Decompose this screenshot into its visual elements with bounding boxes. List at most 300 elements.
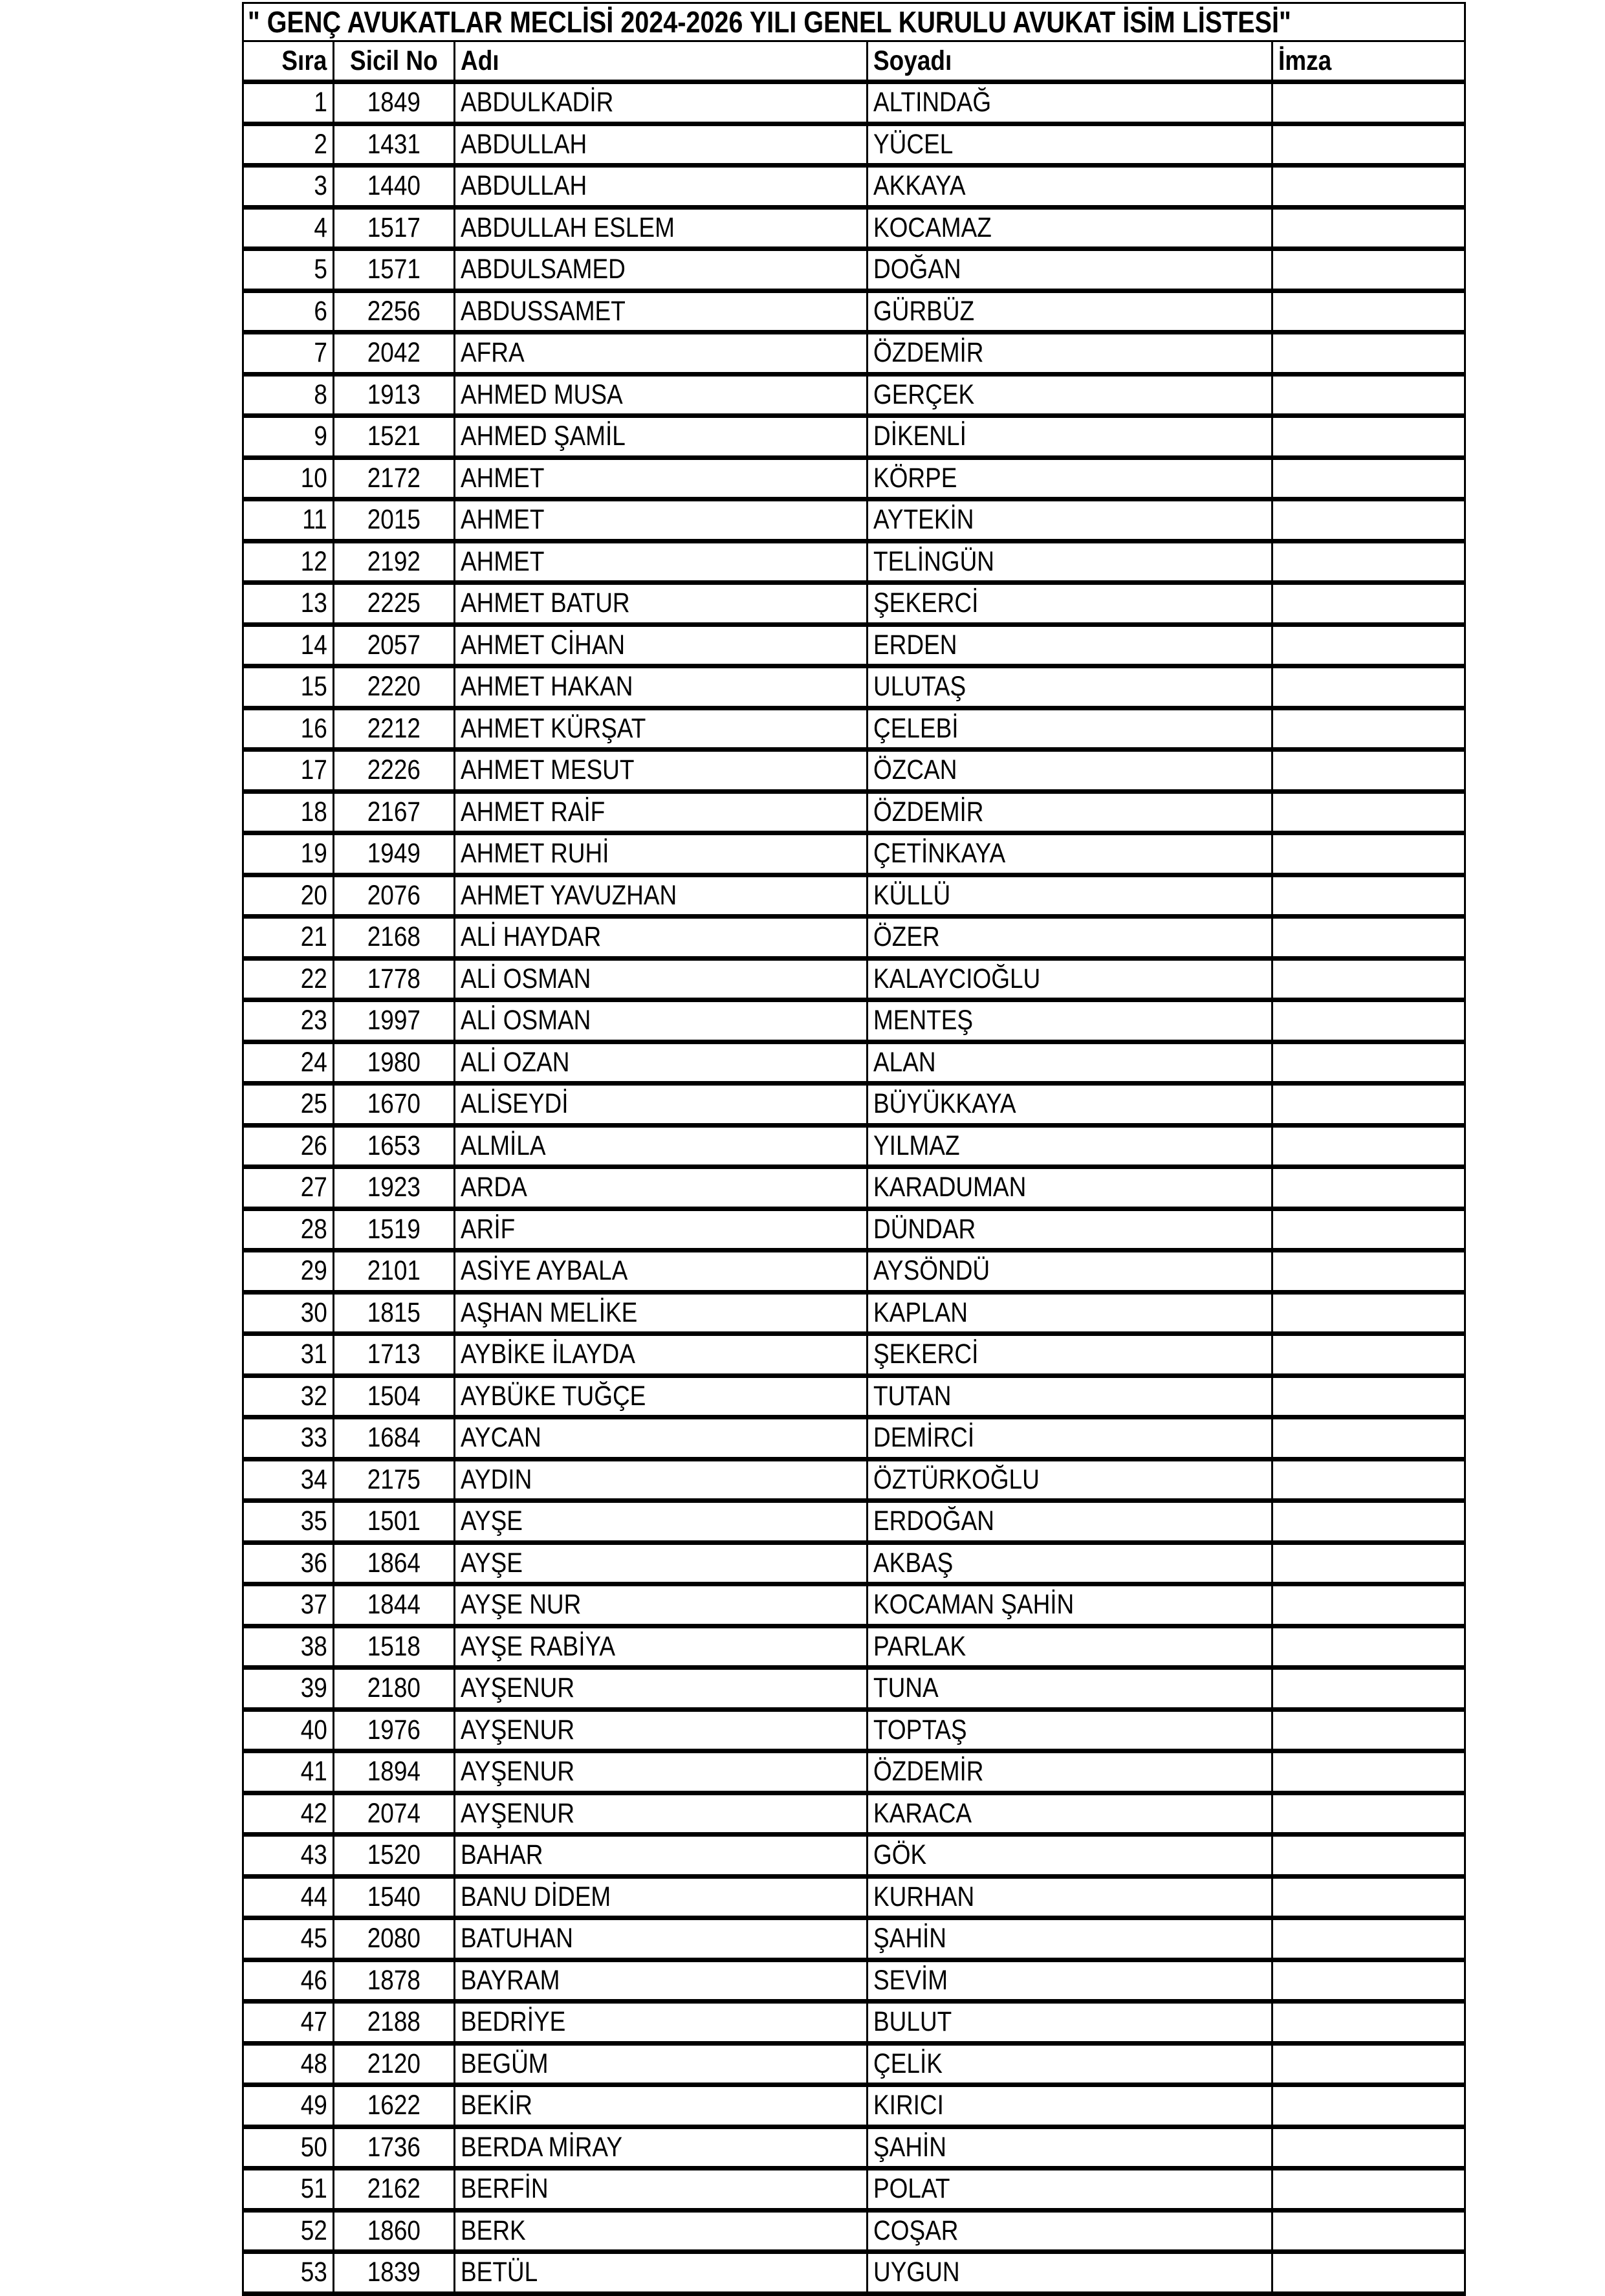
sira-cell-text: 43	[300, 1839, 327, 1871]
table-row	[243, 457, 1465, 499]
sira-cell-text: 16	[300, 712, 327, 744]
imza-cell[interactable]	[1272, 124, 1465, 166]
sira-cell	[243, 1835, 334, 1877]
imza-cell[interactable]	[1272, 1918, 1465, 1960]
sicil-no-cell	[333, 166, 454, 208]
imza-cell[interactable]	[1272, 1835, 1465, 1877]
adi-cell-text: ALİ OZAN	[460, 1046, 570, 1078]
sicil-no-cell-text: 1622	[367, 2090, 420, 2121]
sicil-no-cell-text: 2180	[367, 1672, 420, 1704]
adi-cell-text: AYŞENUR	[460, 1714, 574, 1745]
sira-cell	[243, 2002, 334, 2044]
soyadi-cell-text: GÖK	[873, 1839, 927, 1871]
table-row	[243, 290, 1465, 333]
soyadi-cell	[868, 333, 1272, 375]
sira-cell-text: 25	[300, 1088, 327, 1120]
adi-cell	[454, 333, 867, 375]
adi-cell	[454, 1542, 867, 1584]
sira-cell-text: 28	[300, 1213, 327, 1245]
soyadi-cell-text: KOCAMAZ	[873, 212, 992, 243]
soyadi-cell-text: POLAT	[873, 2173, 950, 2205]
soyadi-cell-text: KAPLAN	[873, 1296, 968, 1328]
adi-cell	[454, 917, 867, 959]
sicil-no-cell	[333, 1626, 454, 1668]
adi-cell	[454, 833, 867, 875]
document-title-text: " GENÇ AVUKATLAR MECLİSİ 2024-2026 YILI GENEL KURULU AVUKAT İSİM LİSTESİ"	[248, 5, 1291, 39]
sicil-no-cell-text: 1684	[367, 1422, 420, 1454]
imza-cell[interactable]	[1272, 750, 1465, 792]
sira-cell	[243, 2252, 334, 2294]
sira-cell-text: 52	[300, 2214, 327, 2246]
sira-cell	[243, 1084, 334, 1126]
soyadi-cell-text: ALAN	[873, 1046, 936, 1078]
table-row	[243, 2169, 1465, 2211]
table-row	[243, 1167, 1465, 1209]
soyadi-cell-text: ÖZTÜRKOĞLU	[873, 1463, 1040, 1495]
imza-cell[interactable]	[1272, 1251, 1465, 1293]
sicil-no-cell	[333, 750, 454, 792]
table-row	[243, 499, 1465, 541]
soyadi-cell	[868, 1542, 1272, 1584]
table-row	[243, 82, 1465, 124]
sira-cell-text: 27	[300, 1172, 327, 1203]
sicil-no-cell-text: 2168	[367, 921, 420, 953]
sicil-no-cell-text: 2162	[367, 2173, 420, 2205]
sira-cell-text: 48	[300, 2048, 327, 2079]
sira-cell	[243, 1584, 334, 1626]
adi-cell	[454, 249, 867, 291]
sira-cell	[243, 708, 334, 750]
adi-cell-text: ALİ HAYDAR	[460, 921, 601, 953]
soyadi-cell	[868, 2169, 1272, 2211]
soyadi-cell	[868, 207, 1272, 249]
sira-cell	[243, 875, 334, 917]
sira-cell-text: 36	[300, 1547, 327, 1579]
table-row	[243, 333, 1465, 375]
adi-cell-text: ABDULLAH ESLEM	[460, 212, 675, 243]
table-row	[243, 1542, 1465, 1584]
table-row	[243, 1334, 1465, 1376]
sicil-no-cell-text: 2076	[367, 879, 420, 911]
table-row	[243, 1584, 1465, 1626]
soyadi-cell	[868, 1709, 1272, 1751]
adi-cell-text: AYŞENUR	[460, 1672, 574, 1704]
adi-cell-text: ABDULSAMED	[460, 254, 626, 285]
soyadi-cell	[868, 708, 1272, 750]
adi-cell	[454, 1042, 867, 1084]
sira-cell	[243, 833, 334, 875]
sicil-no-cell	[333, 1042, 454, 1084]
sicil-no-cell-text: 1997	[367, 1005, 420, 1036]
sira-cell	[243, 1000, 334, 1042]
table-row	[243, 917, 1465, 959]
sicil-no-cell	[333, 1417, 454, 1460]
imza-cell[interactable]	[1272, 2085, 1465, 2127]
adi-cell	[454, 2002, 867, 2044]
imza-cell[interactable]	[1272, 1208, 1465, 1251]
adi-cell	[454, 2043, 867, 2085]
imza-cell[interactable]	[1272, 1125, 1465, 1167]
sicil-no-cell-text: 1504	[367, 1380, 420, 1412]
sira-cell	[243, 1251, 334, 1293]
sicil-no-cell-text: 1736	[367, 2131, 420, 2163]
sicil-no-cell-text: 1864	[367, 1547, 420, 1579]
soyadi-cell	[868, 82, 1272, 124]
table-row	[243, 1084, 1465, 1126]
adi-cell-text: AYBÜKE TUĞÇE	[460, 1380, 646, 1412]
sicil-no-cell	[333, 833, 454, 875]
imza-cell[interactable]	[1272, 708, 1465, 750]
sicil-no-cell	[333, 1167, 454, 1209]
imza-cell[interactable]	[1272, 666, 1465, 708]
sira-cell-text: 51	[300, 2173, 327, 2205]
imza-cell[interactable]	[1272, 290, 1465, 333]
sicil-no-cell	[333, 2127, 454, 2169]
adi-cell	[454, 875, 867, 917]
adi-cell-text: ABDULLAH	[460, 128, 587, 160]
imza-cell[interactable]	[1272, 1334, 1465, 1376]
sira-cell	[243, 166, 334, 208]
table-row	[243, 541, 1465, 583]
sira-cell	[243, 82, 334, 124]
adi-cell	[454, 1375, 867, 1417]
imza-cell[interactable]	[1272, 166, 1465, 208]
sira-cell-text: 2	[313, 128, 327, 160]
adi-cell-text: AHMET	[460, 462, 545, 494]
sira-cell-text: 24	[300, 1046, 327, 1078]
imza-cell[interactable]	[1272, 333, 1465, 375]
imza-cell[interactable]	[1272, 1709, 1465, 1751]
imza-cell[interactable]	[1272, 499, 1465, 541]
soyadi-cell-text: UYGUN	[873, 2257, 960, 2288]
sira-cell	[243, 2210, 334, 2252]
sicil-no-cell	[333, 1251, 454, 1293]
sicil-no-cell	[333, 1084, 454, 1126]
sira-cell	[243, 1167, 334, 1209]
adi-cell-text: ARDA	[460, 1172, 527, 1203]
imza-cell[interactable]	[1272, 1459, 1465, 1501]
adi-cell-text: ABDUSSAMET	[460, 295, 626, 327]
adi-cell-text: AHMED MUSA	[460, 378, 623, 410]
sicil-no-cell-text: 1517	[367, 212, 420, 243]
adi-cell	[454, 374, 867, 416]
sicil-no-cell	[333, 124, 454, 166]
sira-cell	[243, 333, 334, 375]
sira-cell	[243, 624, 334, 666]
imza-cell[interactable]	[1272, 2169, 1465, 2211]
sicil-no-cell-text: 2256	[367, 295, 420, 327]
adi-cell-text: AHMET KÜRŞAT	[460, 712, 646, 744]
adi-cell-text: ABDULKADİR	[460, 87, 613, 118]
adi-cell	[454, 2169, 867, 2211]
table-row	[243, 1835, 1465, 1877]
imza-cell[interactable]	[1272, 583, 1465, 625]
imza-cell[interactable]	[1272, 374, 1465, 416]
sira-cell	[243, 1709, 334, 1751]
table-row	[243, 1668, 1465, 1710]
sicil-no-cell-text: 1540	[367, 1881, 420, 1912]
sicil-no-cell	[333, 1793, 454, 1835]
soyadi-cell-text: ÖZDEMİR	[873, 1756, 984, 1788]
sicil-no-cell	[333, 333, 454, 375]
sicil-no-cell-text: 1778	[367, 963, 420, 994]
sira-cell	[243, 1793, 334, 1835]
sira-cell-text: 26	[300, 1130, 327, 1161]
sira-cell-text: 5	[313, 254, 327, 285]
adi-cell-text: ASİYE AYBALA	[460, 1255, 628, 1287]
soyadi-cell-text: DEMİRCİ	[873, 1422, 975, 1454]
soyadi-cell	[868, 1084, 1272, 1126]
sira-cell-text: 10	[300, 462, 327, 494]
table-row	[243, 1793, 1465, 1835]
adi-cell	[454, 708, 867, 750]
adi-cell-text: AYŞE NUR	[460, 1589, 581, 1621]
adi-cell-text: AYBİKE İLAYDA	[460, 1339, 635, 1370]
imza-cell[interactable]	[1272, 1793, 1465, 1835]
sicil-no-cell-text: 1519	[367, 1213, 420, 1245]
sira-cell	[243, 1626, 334, 1668]
sira-cell	[243, 207, 334, 249]
table-row	[243, 1125, 1465, 1167]
sira-cell	[243, 1334, 334, 1376]
table-row	[243, 1251, 1465, 1293]
adi-cell-text: AYŞE	[460, 1547, 523, 1579]
imza-cell[interactable]	[1272, 2043, 1465, 2085]
imza-cell[interactable]	[1272, 1000, 1465, 1042]
imza-cell[interactable]	[1272, 416, 1465, 458]
sicil-no-cell	[333, 1125, 454, 1167]
sicil-no-cell-text: 1923	[367, 1172, 420, 1203]
adi-cell	[454, 290, 867, 333]
imza-cell[interactable]	[1272, 457, 1465, 499]
adi-cell-text: AYŞENUR	[460, 1797, 574, 1829]
adi-cell	[454, 1751, 867, 1793]
sicil-no-cell	[333, 82, 454, 124]
sira-cell-text: 35	[300, 1505, 327, 1537]
sira-cell-text: 53	[300, 2257, 327, 2288]
adi-cell	[454, 958, 867, 1000]
table-row	[243, 124, 1465, 166]
adi-cell	[454, 2252, 867, 2294]
soyadi-cell-text: AYSÖNDÜ	[873, 1255, 990, 1287]
sicil-no-cell-text: 1878	[367, 1964, 420, 1996]
soyadi-cell	[868, 750, 1272, 792]
table-row	[243, 416, 1465, 458]
sira-cell-text: 33	[300, 1422, 327, 1454]
adi-cell	[454, 2085, 867, 2127]
table-row	[243, 1709, 1465, 1751]
imza-cell[interactable]	[1272, 2252, 1465, 2294]
sira-cell	[243, 290, 334, 333]
imza-cell[interactable]	[1272, 1501, 1465, 1543]
sira-cell	[243, 2127, 334, 2169]
adi-cell-text: AYŞE	[460, 1505, 523, 1537]
soyadi-cell-text: PARLAK	[873, 1630, 966, 1662]
soyadi-cell-text: AKKAYA	[873, 170, 966, 202]
imza-cell[interactable]	[1272, 1751, 1465, 1793]
soyadi-cell	[868, 1960, 1272, 2002]
adi-cell-text: BEKİR	[460, 2090, 532, 2121]
soyadi-cell-text: KIRICI	[873, 2090, 944, 2121]
sicil-no-cell	[333, 666, 454, 708]
sira-cell	[243, 374, 334, 416]
adi-cell-text: BERK	[460, 2214, 526, 2246]
adi-cell	[454, 1459, 867, 1501]
imza-cell[interactable]	[1272, 1417, 1465, 1460]
soyadi-cell-text: ŞAHİN	[873, 2131, 947, 2163]
adi-cell	[454, 1626, 867, 1668]
imza-cell[interactable]	[1272, 1960, 1465, 2002]
imza-cell[interactable]	[1272, 1542, 1465, 1584]
sira-cell-text: 1	[313, 87, 327, 118]
soyadi-cell-text: TOPTAŞ	[873, 1714, 967, 1745]
adi-cell	[454, 1000, 867, 1042]
imza-cell[interactable]	[1272, 1668, 1465, 1710]
sicil-no-cell	[333, 1375, 454, 1417]
table-row	[243, 207, 1465, 249]
soyadi-cell-text: ŞEKERCİ	[873, 587, 979, 619]
imza-cell[interactable]	[1272, 82, 1465, 124]
imza-cell[interactable]	[1272, 917, 1465, 959]
imza-cell[interactable]	[1272, 1876, 1465, 1918]
sira-cell	[243, 1375, 334, 1417]
imza-cell[interactable]	[1272, 2002, 1465, 2044]
sicil-no-cell-text: 2101	[367, 1255, 420, 1287]
adi-cell	[454, 2210, 867, 2252]
sicil-no-cell-text: 2080	[367, 1923, 420, 1954]
imza-cell[interactable]	[1272, 207, 1465, 249]
sicil-no-cell-text: 1521	[367, 421, 420, 452]
imza-cell[interactable]	[1272, 2127, 1465, 2169]
imza-cell[interactable]	[1272, 1375, 1465, 1417]
adi-cell	[454, 1125, 867, 1167]
sira-cell	[243, 666, 334, 708]
header-sira	[243, 41, 334, 82]
sicil-no-cell-text: 2015	[367, 504, 420, 536]
imza-cell[interactable]	[1272, 833, 1465, 875]
adi-cell	[454, 1417, 867, 1460]
sicil-no-cell-text: 2192	[367, 545, 420, 577]
imza-cell[interactable]	[1272, 624, 1465, 666]
sicil-no-cell	[333, 1459, 454, 1501]
soyadi-cell	[868, 917, 1272, 959]
sira-cell-text: 32	[300, 1380, 327, 1412]
imza-cell[interactable]	[1272, 1292, 1465, 1334]
soyadi-cell-text: GERÇEK	[873, 378, 975, 410]
sira-cell	[243, 1292, 334, 1334]
soyadi-cell	[868, 416, 1272, 458]
sicil-no-cell-text: 1653	[367, 1130, 420, 1161]
adi-cell-text: AHMET MESUT	[460, 754, 635, 786]
adi-cell-text: BERDA MİRAY	[460, 2131, 622, 2163]
header-imza-text: İmza	[1278, 45, 1332, 76]
table-row	[243, 2043, 1465, 2085]
sira-cell-text: 45	[300, 1923, 327, 1954]
table-row	[243, 624, 1465, 666]
imza-cell[interactable]	[1272, 1084, 1465, 1126]
sira-cell-text: 14	[300, 629, 327, 661]
adi-cell	[454, 1584, 867, 1626]
imza-cell[interactable]	[1272, 1042, 1465, 1084]
soyadi-cell	[868, 666, 1272, 708]
sira-cell-text: 37	[300, 1589, 327, 1621]
sira-cell-text: 13	[300, 587, 327, 619]
sicil-no-cell	[333, 1334, 454, 1376]
adi-cell	[454, 541, 867, 583]
adi-cell-text: AYŞE RABİYA	[460, 1630, 615, 1662]
adi-cell-text: BATUHAN	[460, 1923, 573, 1954]
soyadi-cell	[868, 1000, 1272, 1042]
header-soyadi-text: Soyadı	[873, 45, 952, 76]
adi-cell-text: BAHAR	[460, 1839, 543, 1871]
imza-cell[interactable]	[1272, 249, 1465, 291]
sira-cell-text: 38	[300, 1630, 327, 1662]
soyadi-cell	[868, 583, 1272, 625]
sira-cell-text: 18	[300, 796, 327, 827]
soyadi-cell	[868, 290, 1272, 333]
sicil-no-cell	[333, 2085, 454, 2127]
sira-cell	[243, 1876, 334, 1918]
adi-cell-text: AFRA	[460, 337, 525, 369]
sicil-no-cell	[333, 917, 454, 959]
header-sicil-no-text: Sicil No	[349, 45, 438, 76]
adi-cell-text: AHMET CİHAN	[460, 629, 625, 661]
adi-cell-text: AHMED ŞAMİL	[460, 421, 626, 452]
soyadi-cell	[868, 1793, 1272, 1835]
soyadi-cell-text: ERDOĞAN	[873, 1505, 995, 1537]
imza-cell[interactable]	[1272, 541, 1465, 583]
sicil-no-cell	[333, 624, 454, 666]
sira-cell-text: 21	[300, 921, 327, 953]
adi-cell-text: BEGÜM	[460, 2048, 549, 2079]
imza-cell[interactable]	[1272, 2210, 1465, 2252]
sicil-no-cell	[333, 1960, 454, 2002]
imza-cell[interactable]	[1272, 958, 1465, 1000]
soyadi-cell	[868, 457, 1272, 499]
sicil-no-cell	[333, 1668, 454, 1710]
sira-cell	[243, 457, 334, 499]
soyadi-cell	[868, 166, 1272, 208]
imza-cell[interactable]	[1272, 791, 1465, 833]
imza-cell[interactable]	[1272, 875, 1465, 917]
header-adi-text: Adı	[460, 45, 499, 76]
sicil-no-cell-text: 1844	[367, 1589, 420, 1621]
table-row	[243, 1501, 1465, 1543]
imza-cell[interactable]	[1272, 1626, 1465, 1668]
sira-cell-text: 50	[300, 2131, 327, 2163]
adi-cell-text: AYDIN	[460, 1463, 532, 1495]
adi-cell	[454, 1167, 867, 1209]
sicil-no-cell	[333, 1292, 454, 1334]
table-row	[243, 875, 1465, 917]
sicil-no-cell-text: 1713	[367, 1339, 420, 1370]
table-row	[243, 1417, 1465, 1460]
sira-cell	[243, 249, 334, 291]
soyadi-cell	[868, 1626, 1272, 1668]
sicil-no-cell	[333, 1501, 454, 1543]
sira-cell-text: 19	[300, 838, 327, 869]
imza-cell[interactable]	[1272, 1167, 1465, 1209]
table-row	[243, 249, 1465, 291]
adi-cell-text: AYŞENUR	[460, 1756, 574, 1788]
soyadi-cell-text: YILMAZ	[873, 1130, 960, 1161]
soyadi-cell-text: ALTINDAĞ	[873, 87, 992, 118]
sicil-no-cell	[333, 541, 454, 583]
imza-cell[interactable]	[1272, 1584, 1465, 1626]
sicil-no-cell-text: 2226	[367, 754, 420, 786]
soyadi-cell-text: BULUT	[873, 2006, 952, 2038]
soyadi-cell	[868, 1167, 1272, 1209]
